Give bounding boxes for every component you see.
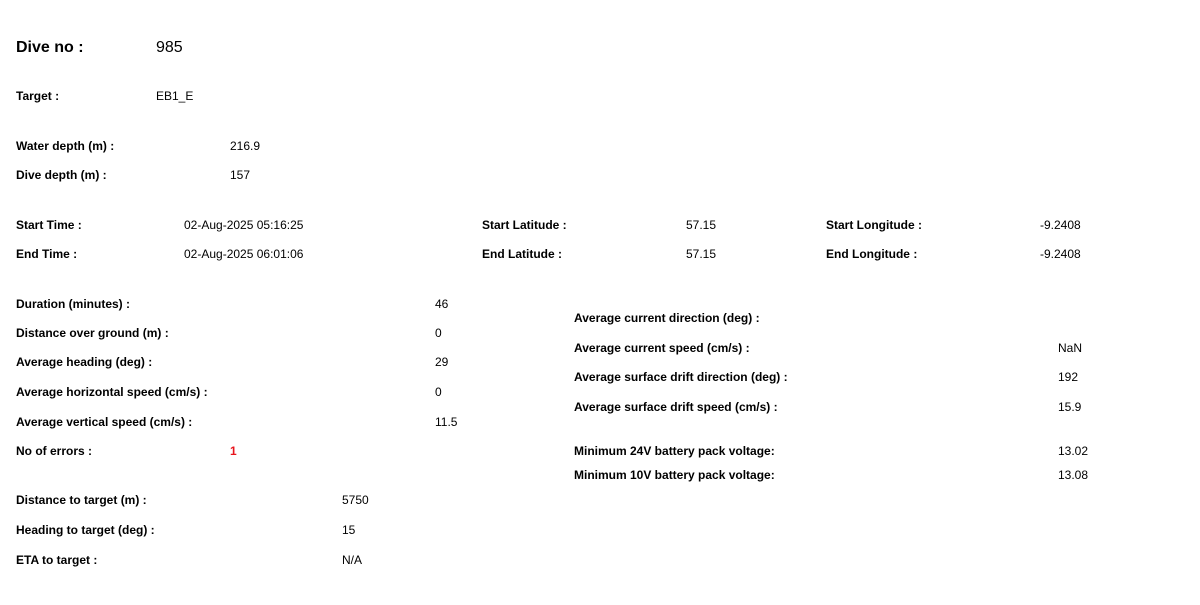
water-depth-label: Water depth (m) :	[16, 139, 115, 153]
end-time-value: 02-Aug-2025 06:01:06	[184, 247, 304, 261]
start-latitude-value: 57.15	[686, 218, 717, 232]
end-time-label: End Time :	[16, 247, 78, 261]
distance-over-ground-label: Distance over ground (m) :	[16, 326, 169, 340]
average-horizontal-speed-value: 0	[435, 385, 442, 399]
average-current-direction-label: Average current direction (deg) :	[574, 311, 760, 325]
average-surface-drift-direction-value: 192	[1058, 370, 1079, 384]
average-vertical-speed-value: 11.5	[435, 415, 458, 429]
start-longitude-value: -9.2408	[1040, 218, 1081, 232]
average-surface-drift-speed-value: 15.9	[1058, 400, 1082, 414]
start-latitude-label: Start Latitude :	[482, 218, 567, 232]
end-longitude-value: -9.2408	[1040, 247, 1081, 261]
dive-number-value: 985	[156, 39, 183, 56]
min-24v-battery-value: 13.02	[1058, 444, 1089, 458]
average-heading-value: 29	[435, 355, 449, 369]
heading-to-target-label: Heading to target (deg) :	[16, 523, 155, 537]
average-horizontal-speed-label: Average horizontal speed (cm/s) :	[16, 385, 208, 399]
end-latitude-label: End Latitude :	[482, 247, 562, 261]
end-longitude-label: End Longitude :	[826, 247, 918, 261]
average-surface-drift-direction-label: Average surface drift direction (deg) :	[574, 370, 788, 384]
target-value: EB1_E	[156, 89, 194, 103]
dive-number-label: Dive no :	[16, 39, 84, 56]
target-label: Target :	[16, 89, 60, 103]
start-time-label: Start Time :	[16, 218, 82, 232]
distance-over-ground-value: 0	[435, 326, 442, 340]
average-heading-label: Average heading (deg) :	[16, 355, 153, 369]
errors-count-value: 1	[230, 444, 237, 458]
water-depth-value: 216.9	[230, 139, 261, 153]
eta-to-target-label: ETA to target :	[16, 553, 98, 567]
start-time-value: 02-Aug-2025 05:16:25	[184, 218, 304, 232]
min-10v-battery-value: 13.08	[1058, 468, 1089, 482]
end-latitude-value: 57.15	[686, 247, 717, 261]
min-24v-battery-label: Minimum 24V battery pack voltage:	[574, 444, 775, 458]
min-10v-battery-label: Minimum 10V battery pack voltage:	[574, 468, 775, 482]
distance-to-target-value: 5750	[342, 493, 369, 507]
average-current-speed-value: NaN	[1058, 341, 1083, 355]
heading-to-target-value: 15	[342, 523, 356, 537]
distance-to-target-label: Distance to target (m) :	[16, 493, 147, 507]
average-vertical-speed-label: Average vertical speed (cm/s) :	[16, 415, 193, 429]
average-surface-drift-speed-label: Average surface drift speed (cm/s) :	[574, 400, 778, 414]
dive-depth-value: 157	[230, 168, 251, 182]
dive-depth-label: Dive depth (m) :	[16, 168, 107, 182]
duration-value: 46	[435, 297, 449, 311]
duration-label: Duration (minutes) :	[16, 297, 130, 311]
average-current-speed-label: Average current speed (cm/s) :	[574, 341, 750, 355]
start-longitude-label: Start Longitude :	[826, 218, 922, 232]
eta-to-target-value: N/A	[342, 553, 363, 567]
errors-count-label: No of errors :	[16, 444, 93, 458]
